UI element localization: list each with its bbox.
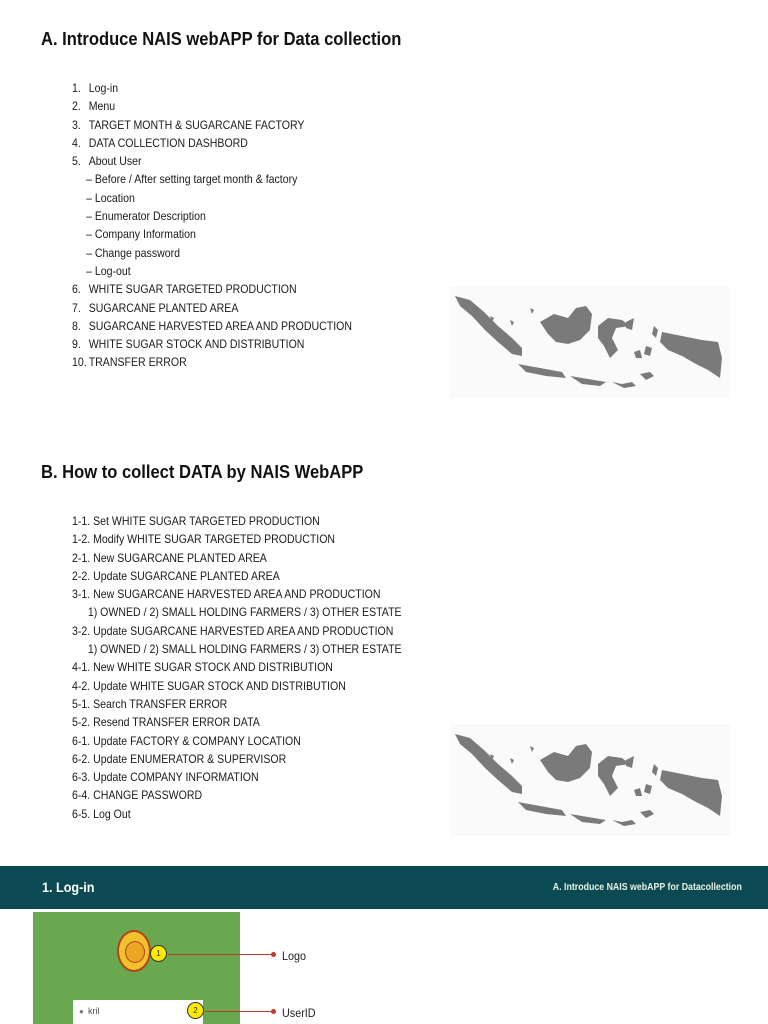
list-item	[72, 317, 352, 335]
section-a-title: A. Introduce NAIS webAPP for Data collection	[41, 29, 402, 49]
list-item	[72, 152, 352, 170]
item-number: 10.	[72, 355, 87, 370]
callout-dot	[271, 1009, 276, 1014]
list-item: 1-1. Set WHITE SUGAR TARGETED PRODUCTION	[72, 514, 320, 528]
item-number: 7.	[72, 300, 81, 315]
list-item	[72, 170, 352, 188]
callout-label-userid: UserID	[282, 1006, 316, 1020]
indonesia-map-icon	[450, 286, 730, 398]
item-number: 3.	[72, 117, 81, 132]
userid-field[interactable]	[73, 1000, 203, 1024]
callout-line	[205, 1011, 274, 1012]
item-text: WHITE SUGAR TARGETED PRODUCTION	[88, 282, 297, 297]
item-number: 1.	[72, 81, 81, 95]
item-number: 6.	[72, 282, 81, 297]
callout-label-logo: Logo	[282, 949, 307, 963]
list-item	[72, 189, 352, 207]
item-number: 8.	[72, 318, 81, 333]
userid-value: kril	[88, 1006, 100, 1016]
list-item	[72, 262, 352, 280]
list-item	[72, 207, 352, 225]
item-text: – Before / After setting target month & factory	[86, 172, 298, 187]
item-text: SUGARCANE HARVESTED AREA AND PRODUCTION	[88, 318, 353, 333]
item-number: 5.	[72, 154, 81, 169]
login-screen-preview	[33, 912, 240, 1024]
list-item: 6-2. Update ENUMERATOR & SUPERVISOR	[72, 751, 287, 766]
list-item: 5-1. Search TRANSFER ERROR	[72, 696, 228, 711]
item-text: Log-in	[88, 81, 119, 95]
item-text: SUGARCANE PLANTED AREA	[88, 300, 239, 315]
item-number: 9.	[72, 337, 81, 352]
list-item: 2-1. New SUGARCANE PLANTED AREA	[72, 550, 267, 565]
list-item: 1) OWNED / 2) SMALL HOLDING FARMERS / 3) OTHER ESTATE	[87, 642, 402, 657]
callout-marker: 2	[187, 1002, 204, 1019]
section-a-list	[72, 79, 390, 372]
list-item: 5-2. Resend TRANSFER ERROR DATA	[72, 715, 260, 730]
slide-header-banner	[0, 866, 768, 909]
list-item: 1-2. Modify WHITE SUGAR TARGETED PRODUCTION	[72, 532, 336, 547]
callout-marker: 1	[150, 945, 167, 962]
list-item: 4-2. Update WHITE SUGAR STOCK AND DISTRIBUTION	[72, 678, 346, 693]
item-number: 2.	[72, 99, 81, 114]
list-item: 6-1. Update FACTORY & COMPANY LOCATION	[72, 733, 301, 748]
slide-title: 1. Log-in	[42, 879, 95, 895]
list-item: 2-2. Update SUGARCANE PLANTED AREA	[72, 568, 280, 583]
section-b-title: B. How to collect DATA by NAIS WebAPP	[41, 462, 364, 482]
item-text: Menu	[88, 99, 116, 114]
list-item	[72, 280, 352, 298]
section-b-list	[72, 512, 447, 823]
list-item	[72, 116, 352, 134]
item-text: – Enumerator Description	[86, 209, 206, 224]
list-item	[72, 97, 352, 115]
item-text: – Company Information	[86, 227, 196, 242]
list-item: 3-2. Update SUGARCANE HARVESTED AREA AND PRODUCTION	[72, 623, 394, 638]
item-text: – Change password	[86, 245, 181, 260]
slide-subtitle: A. Introduce NAIS webAPP for Datacollection	[552, 882, 742, 893]
list-item: 1) OWNED / 2) SMALL HOLDING FARMERS / 3) OTHER ESTATE	[87, 605, 402, 620]
list-item	[72, 244, 352, 262]
list-item	[72, 134, 352, 152]
list-item	[72, 79, 352, 97]
item-text: TRANSFER ERROR	[88, 355, 187, 370]
item-text: WHITE SUGAR STOCK AND DISTRIBUTION	[88, 337, 305, 352]
list-item	[72, 225, 352, 243]
list-item	[72, 353, 352, 371]
item-text: – Location	[86, 190, 135, 205]
item-text: DATA COLLECTION DASHBORD	[88, 135, 248, 150]
callout-dot	[271, 952, 276, 957]
item-text: About User	[88, 154, 142, 169]
list-item: 6-4. CHANGE PASSWORD	[72, 788, 203, 803]
ministry-logo-icon	[117, 930, 151, 972]
item-text: TARGET MONTH & SUGARCANE FACTORY	[88, 117, 305, 132]
list-item: 6-3. Update COMPANY INFORMATION	[72, 770, 259, 785]
list-item: 6-5. Log Out	[72, 806, 131, 821]
list-item	[72, 335, 352, 353]
indonesia-map-icon	[450, 724, 730, 836]
item-number: 4.	[72, 135, 81, 150]
list-item	[72, 299, 352, 317]
item-text: – Log-out	[86, 263, 131, 278]
user-icon: ●	[79, 1007, 84, 1016]
list-item: 3-1. New SUGARCANE HARVESTED AREA AND PRODUCTION	[72, 587, 381, 602]
list-item: 4-1. New WHITE SUGAR STOCK AND DISTRIBUTION	[72, 660, 333, 675]
callout-line	[168, 954, 274, 955]
